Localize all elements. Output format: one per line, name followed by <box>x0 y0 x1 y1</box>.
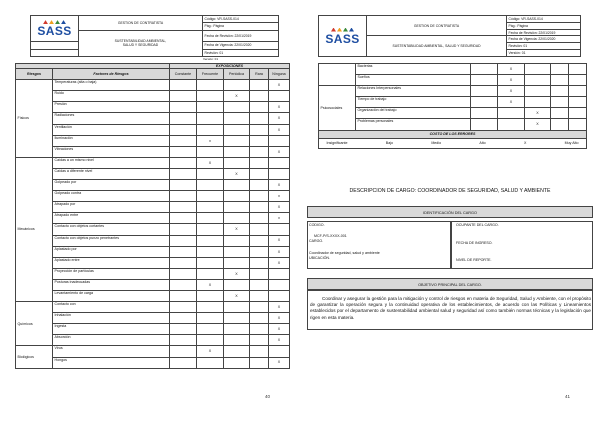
exposure-mark <box>250 335 269 346</box>
exposure-mark <box>250 246 269 257</box>
risk-factor: Contacto con <box>53 302 170 313</box>
risk-factor: Posturas inadecuadas <box>53 279 170 290</box>
brand-name-right: SASS <box>325 31 360 46</box>
risk-factor: Organización del trabajo <box>356 108 471 119</box>
exposure-mark <box>197 180 224 191</box>
risk-factor: Absorción <box>53 335 170 346</box>
table-row <box>16 168 290 179</box>
objective-text: Coordinar y asegurar la gestión para la mitigación y control de riesgos en materia de Seguridad, Salud y Ambiente, con el propósito de garantizar la operación segura y la continuidad operativa de los establecimientos, de acuerdo con las Políticas y Lineamientos establecidos por el departamento de sustentabilidad ambiental salud y seguridad así como también normas técnicas y la legislación que rigen en esta materia. <box>310 296 591 320</box>
col-riesgos: Riesgos <box>16 69 53 80</box>
costo-option: Muy Alto <box>564 140 579 145</box>
risk-factor: Problemas personales <box>356 119 471 130</box>
exposure-mark <box>170 324 197 335</box>
table-row <box>16 191 290 202</box>
table-row <box>16 213 290 224</box>
risk-factor: Atrapado entre <box>53 213 170 224</box>
table-row <box>319 64 587 75</box>
doc-title: GESTION DE CONTRATISTA <box>79 16 203 31</box>
exposure-mark <box>224 324 250 335</box>
nivel-reporte-label: NIVEL DE REPORTE. <box>456 258 492 262</box>
doc-valid-date: Fecha de Vigencia: 22/01/2020 <box>203 42 279 49</box>
doc-version-right: Versión: 01 <box>507 50 581 57</box>
exposure-mark <box>170 80 197 91</box>
doc-revision-right: Revisión: 01 <box>507 43 581 50</box>
exposure-mark <box>197 235 224 246</box>
exposure-mark <box>471 86 498 97</box>
exposure-mark <box>170 191 197 202</box>
exposure-mark: X <box>197 346 224 357</box>
exposure-mark <box>269 279 290 290</box>
exposure-mark: X <box>224 224 250 235</box>
costo-option: X <box>523 140 527 145</box>
exposure-mark: x <box>269 191 290 202</box>
exposure-mark: X <box>269 302 290 313</box>
doc-subtitle <box>79 30 203 56</box>
risk-factor: Hongos <box>53 357 170 368</box>
exposure-mark <box>525 64 551 75</box>
col-rara: Rara <box>250 69 269 80</box>
risk-factor: Aplastado entre <box>53 257 170 268</box>
exposure-mark: X <box>224 290 250 301</box>
exposure-mark: X <box>269 357 290 368</box>
risk-factor: Presión <box>53 102 170 113</box>
risk-table <box>15 63 290 369</box>
exposure-mark <box>551 108 569 119</box>
exposure-mark: X <box>269 246 290 257</box>
exposure-mark <box>197 313 224 324</box>
exposure-mark <box>551 119 569 130</box>
table-row <box>319 75 587 86</box>
table-row <box>16 357 290 368</box>
sass-logo <box>33 16 77 41</box>
exposure-mark <box>250 268 269 279</box>
exposure-mark <box>525 86 551 97</box>
exposure-mark <box>170 202 197 213</box>
doc-page: Pág.: Página <box>203 23 279 30</box>
exposure-mark <box>250 124 269 135</box>
exposure-mark <box>170 357 197 368</box>
exposure-mark <box>224 313 250 324</box>
table-row <box>16 202 290 213</box>
table-row <box>16 302 290 313</box>
exposure-mark <box>250 113 269 124</box>
doc-valid-date-right: Fecha de Vigencia: 22/01/2020 <box>507 36 581 43</box>
exposure-mark <box>224 180 250 191</box>
exposure-mark <box>170 279 197 290</box>
exposure-mark <box>569 97 587 108</box>
exposure-mark <box>170 346 197 357</box>
exposure-mark: X <box>269 235 290 246</box>
exposure-mark <box>170 257 197 268</box>
exposure-mark <box>551 64 569 75</box>
logo-cell-right <box>319 16 367 57</box>
risk-factor: Aplastado por <box>53 246 170 257</box>
doc-code-right: Código: VR-SASS-014 <box>507 16 581 23</box>
risk-factor: Virus <box>53 346 170 357</box>
table-row <box>16 157 290 168</box>
exposure-mark <box>170 157 197 168</box>
exposure-mark <box>197 80 224 91</box>
risk-factor: Golpeado contra <box>53 191 170 202</box>
costo-header-row <box>319 130 587 138</box>
costo-option: Alto <box>479 140 486 145</box>
exposure-mark <box>197 268 224 279</box>
exposure-mark <box>197 102 224 113</box>
col-ninguna: Ninguna <box>269 69 290 80</box>
exposure-mark <box>197 324 224 335</box>
doc-version: Versión: 01 <box>203 57 219 61</box>
doc-subtitle-line1: SUSTENTABILIDAD AMBIENTAL, <box>114 39 167 44</box>
exposure-mark <box>269 224 290 235</box>
exposure-mark <box>250 180 269 191</box>
risk-factor: Vibraciones <box>53 146 170 157</box>
table-row <box>16 235 290 246</box>
col-factores: Factores de Riesgos <box>53 69 170 80</box>
exposure-mark <box>224 102 250 113</box>
page-right <box>300 0 600 424</box>
ocupante-label: OCUPANTE DEL CARGO. <box>456 223 499 227</box>
table-row <box>319 119 587 130</box>
risk-factor: Caídas a un mismo nivel <box>53 157 170 168</box>
exposure-mark <box>170 246 197 257</box>
identification-label: IDENTIFICACIÓN DEL CARGO <box>423 211 477 215</box>
exposure-mark <box>224 346 250 357</box>
exposure-mark: X <box>269 313 290 324</box>
exposure-mark <box>250 313 269 324</box>
exposure-mark <box>498 108 525 119</box>
exposure-mark <box>197 246 224 257</box>
exposure-mark <box>170 313 197 324</box>
risk-factor: Sueños <box>356 75 471 86</box>
exposure-mark: X <box>498 97 525 108</box>
exposure-mark <box>170 268 197 279</box>
risk-group-name: Físicos <box>16 80 53 158</box>
exposure-mark <box>551 86 569 97</box>
risk-group-name: Químicos <box>16 302 53 346</box>
exposure-mark <box>197 224 224 235</box>
risk-factor: Relaciones Interpersonales <box>356 86 471 97</box>
exposure-mark <box>224 302 250 313</box>
exposure-mark <box>224 124 250 135</box>
table-row <box>16 113 290 124</box>
exposure-mark <box>250 191 269 202</box>
exposure-mark <box>250 235 269 246</box>
exposure-mark <box>224 80 250 91</box>
risk-factor: Atrapado por <box>53 202 170 213</box>
exposure-mark: X <box>269 257 290 268</box>
exposure-mark <box>525 75 551 86</box>
exposure-mark: X <box>269 113 290 124</box>
exposure-mark: X <box>224 268 250 279</box>
exposure-mark <box>569 75 587 86</box>
table-row <box>16 146 290 157</box>
logo-cell <box>31 16 79 42</box>
exposure-mark <box>170 135 197 146</box>
exposure-mark <box>250 224 269 235</box>
exposure-mark <box>224 335 250 346</box>
exposure-mark: x <box>269 213 290 224</box>
risk-group-name: Mecánicos <box>16 157 53 301</box>
exposure-mark <box>471 97 498 108</box>
document-header-right <box>318 15 581 57</box>
exposure-mark <box>269 157 290 168</box>
table-row <box>16 324 290 335</box>
exposure-mark: X <box>269 102 290 113</box>
risk-factor: Caídas a diferente nivel <box>53 168 170 179</box>
exposure-mark <box>197 302 224 313</box>
exposure-mark <box>224 257 250 268</box>
doc-title-right: GESTION DE CONTRATISTA <box>367 16 507 36</box>
exposure-mark: X <box>269 180 290 191</box>
table-row <box>319 86 587 97</box>
exposure-mark: X <box>269 124 290 135</box>
exposure-mark <box>197 257 224 268</box>
exposure-mark <box>224 213 250 224</box>
exposure-mark <box>224 246 250 257</box>
description-title: DESCRIPCION DE CARGO: COORDINADOR DE SEGURIDAD, SALUD Y AMBIENTE <box>349 188 551 194</box>
table-row <box>16 268 290 279</box>
identification-header <box>307 206 593 218</box>
ubicacion-label: UBICACIÓN. <box>309 256 330 260</box>
exposure-mark <box>197 146 224 157</box>
exposure-mark <box>471 75 498 86</box>
costo-option: Insignificante <box>326 140 348 145</box>
col-periodica: Periódica <box>224 69 250 80</box>
document-header <box>30 15 279 57</box>
doc-revision-date-right: Fecha de Revisión: 22/01/2019 <box>507 29 581 36</box>
exposure-mark <box>250 290 269 301</box>
costo-header: COSTO DE LOS ERRORES <box>319 130 587 138</box>
costo-options <box>319 138 587 148</box>
exposure-mark <box>250 102 269 113</box>
exposure-mark <box>269 290 290 301</box>
table-row <box>16 335 290 346</box>
col-frecuente: Frecuente <box>197 69 224 80</box>
exposure-mark: X <box>498 64 525 75</box>
costo-row <box>319 138 587 148</box>
cargo-value: Coordinador de seguridad, salud y ambiente <box>309 251 380 255</box>
exposure-mark <box>170 180 197 191</box>
exposure-mark <box>569 119 587 130</box>
risk-factor: Bacterias <box>356 64 471 75</box>
exposure-mark: X <box>525 119 551 130</box>
exposure-mark <box>569 86 587 97</box>
table-row <box>16 279 290 290</box>
table-row <box>319 97 587 108</box>
risk-factor: Contacto con objetos punzo penetrantes <box>53 235 170 246</box>
exposure-mark: x <box>197 135 224 146</box>
risk-factor: Ruido <box>53 91 170 102</box>
logo-triangles-icon <box>331 28 354 32</box>
exposure-mark <box>250 324 269 335</box>
exposure-mark <box>269 91 290 102</box>
risk-factor: Ventilación <box>53 124 170 135</box>
exposure-mark <box>525 97 551 108</box>
risk-factor: Proyección de partículas <box>53 268 170 279</box>
exposure-mark <box>197 91 224 102</box>
table-row <box>16 91 290 102</box>
objective-label: OBJETIVO PRINCIPAL DEL CARGO. <box>418 283 482 287</box>
risk-factor: Golpeado por <box>53 180 170 191</box>
exposure-mark <box>471 108 498 119</box>
exposure-mark <box>170 224 197 235</box>
page-number-left: 40 <box>265 394 271 399</box>
table-row <box>16 313 290 324</box>
exposure-mark: X <box>269 202 290 213</box>
exposure-mark <box>250 146 269 157</box>
exposure-mark <box>197 202 224 213</box>
costo-option: Bajo <box>385 140 393 145</box>
risk-factor: Levantamiento de carga <box>53 290 170 301</box>
exposure-mark <box>197 357 224 368</box>
exposure-mark <box>224 235 250 246</box>
doc-revision-date: Fecha de Revisión: 22/01/2019 <box>203 30 279 42</box>
doc-code: Código: VR-SASS-014 <box>203 16 279 23</box>
risk-group-name <box>319 64 356 86</box>
exposure-mark <box>250 202 269 213</box>
doc-revision: Revisión: 01 <box>203 49 279 56</box>
exposure-mark <box>471 119 498 130</box>
risk-factor: Iluminación <box>53 135 170 146</box>
sass-logo-right <box>321 16 365 56</box>
exposure-mark <box>197 191 224 202</box>
doc-subtitle-right: SUSTENTABILIDAD AMBIENTAL, SALUD Y SEGURIDAD <box>367 36 507 57</box>
fecha-ingreso-label: FECHA DE INGRESO. <box>456 241 493 245</box>
exposure-mark: X <box>269 80 290 91</box>
exposure-mark <box>170 168 197 179</box>
doc-subtitle-line2: SALUD Y SEGURIDAD <box>122 43 159 48</box>
exposure-mark <box>197 124 224 135</box>
exposure-mark <box>569 108 587 119</box>
risk-factor: Ingesta <box>53 324 170 335</box>
exposure-mark <box>551 75 569 86</box>
exposure-mark <box>498 119 525 130</box>
identification-divider <box>450 221 452 269</box>
table-row <box>16 257 290 268</box>
exposure-mark: X <box>197 279 224 290</box>
exposure-mark: X <box>224 91 250 102</box>
table-row <box>16 346 290 357</box>
exposure-mark <box>224 202 250 213</box>
codigo-value: MCF-P/S-XXXX-001 <box>314 234 347 238</box>
exposure-mark <box>197 335 224 346</box>
risk-factor: Contacto con objetos cortantes <box>53 224 170 235</box>
page-number-right: 41 <box>565 394 571 399</box>
exposure-mark <box>269 135 290 146</box>
exposure-mark <box>170 213 197 224</box>
cargo-label: CARGO. <box>309 239 324 243</box>
exposure-mark <box>224 146 250 157</box>
exposure-mark <box>250 213 269 224</box>
exposure-mark <box>197 290 224 301</box>
exposure-mark: X <box>498 86 525 97</box>
risk-group-name: Biológicos <box>16 346 53 368</box>
risk-table-continued <box>318 63 587 149</box>
exposure-mark: X <box>269 324 290 335</box>
brand-name: SASS <box>37 24 72 39</box>
table-row <box>16 124 290 135</box>
col-constante: Constante <box>170 69 197 80</box>
exposure-mark <box>224 113 250 124</box>
table-row <box>16 135 290 146</box>
table-row <box>16 80 290 91</box>
exposure-mark <box>224 135 250 146</box>
exposure-mark <box>197 168 224 179</box>
exposure-mark: X <box>525 108 551 119</box>
exposure-mark <box>250 346 269 357</box>
exposure-mark: X <box>498 75 525 86</box>
doc-page-right: Pág.: Página <box>507 22 581 29</box>
exposure-mark <box>170 91 197 102</box>
exposure-mark <box>170 235 197 246</box>
exposure-mark <box>269 168 290 179</box>
risk-factor: Tiempo de trabajo <box>356 97 471 108</box>
exposure-mark <box>250 157 269 168</box>
exposure-mark <box>250 357 269 368</box>
exposure-mark <box>250 91 269 102</box>
exposure-mark <box>170 290 197 301</box>
table-row <box>16 290 290 301</box>
exposure-mark <box>224 157 250 168</box>
costo-options-list <box>321 141 585 145</box>
exposure-mark <box>250 257 269 268</box>
exposure-mark <box>250 302 269 313</box>
exposure-mark <box>170 302 197 313</box>
objective-header <box>307 278 593 290</box>
exposure-mark: X <box>224 168 250 179</box>
codigo-label: CODIGO. <box>309 223 325 227</box>
exposure-mark <box>224 279 250 290</box>
exposure-mark: X <box>269 146 290 157</box>
exposure-mark: X <box>269 335 290 346</box>
exposure-mark <box>224 191 250 202</box>
table-row <box>16 224 290 235</box>
exposure-mark <box>170 146 197 157</box>
exposure-mark <box>197 113 224 124</box>
risk-factor: Inhalación <box>53 313 170 324</box>
costo-option: Medio <box>431 140 442 145</box>
table-row <box>319 108 587 119</box>
exposure-mark <box>250 279 269 290</box>
exposure-mark <box>569 64 587 75</box>
table-row <box>16 102 290 113</box>
exposure-mark <box>471 64 498 75</box>
exposure-mark <box>224 357 250 368</box>
exposure-mark <box>551 97 569 108</box>
table-row <box>16 246 290 257</box>
exposure-mark: X <box>197 157 224 168</box>
exposure-mark <box>269 346 290 357</box>
risk-factor: Radiaciones <box>53 113 170 124</box>
exposure-mark <box>250 80 269 91</box>
exposure-mark <box>197 213 224 224</box>
exposure-mark <box>170 113 197 124</box>
exposure-mark <box>170 335 197 346</box>
exposure-mark <box>250 135 269 146</box>
risk-factor: Temperaturas (alta o baja) <box>53 80 170 91</box>
risk-group-psicosociales: Psicosociales <box>319 86 356 130</box>
exposure-mark <box>250 168 269 179</box>
exposure-mark <box>170 124 197 135</box>
table-row <box>16 180 290 191</box>
exposures-header: EXPOSICIONES <box>170 64 290 69</box>
exposure-mark <box>170 102 197 113</box>
exposure-mark <box>269 268 290 279</box>
